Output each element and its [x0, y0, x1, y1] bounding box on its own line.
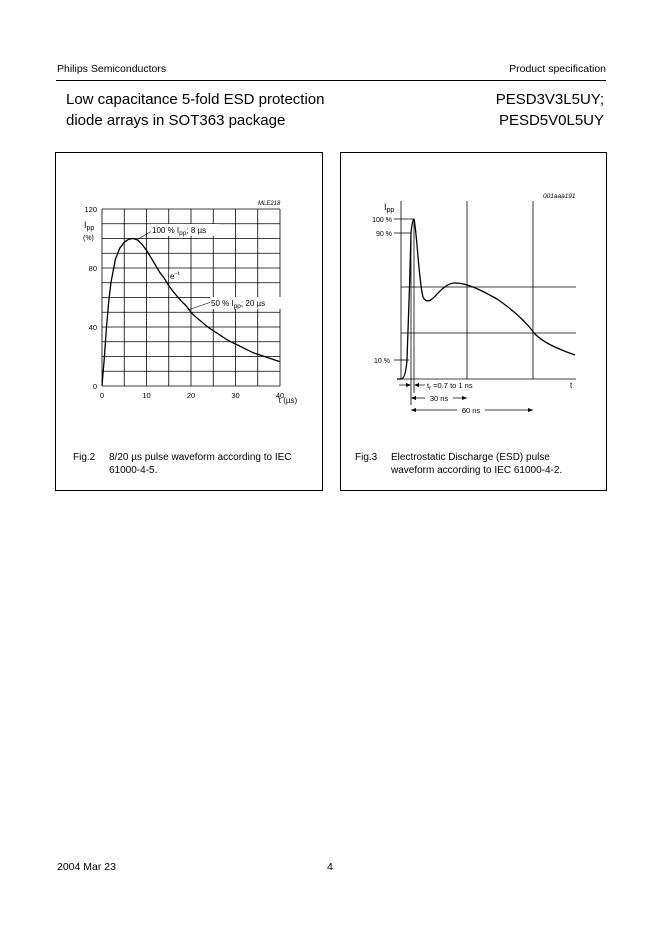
fig3-30ns-label: 30 ns	[429, 394, 449, 403]
fig3-diagram	[341, 153, 608, 492]
fig2-half-label: 50 % $I_{pp}$; 20 µs	[211, 299, 266, 310]
fig3-ylabel: $I_{pp}$	[384, 202, 395, 214]
fig2-label: Fig.2	[73, 452, 96, 463]
fig2-xtick-label: 0	[99, 391, 105, 400]
fig3-level-10: 10 %	[374, 358, 390, 365]
fig3-grid	[394, 201, 576, 405]
fig2-xlabel: t (µs)	[278, 396, 298, 405]
fig2-code: MLE218	[258, 201, 281, 207]
part-numbers	[496, 89, 604, 131]
header-doc-type: Product specification	[509, 63, 606, 75]
fig3-30ns-arrow-right	[462, 396, 467, 400]
fig3-60ns-arrow-right	[528, 408, 533, 412]
fig3-level-100: 100 %	[372, 217, 392, 224]
fig2-yticks	[84, 205, 97, 391]
fig2-xtick-label: 20	[186, 391, 196, 400]
fig2-ytick-label: 40	[88, 323, 97, 332]
footer-page-number: 4	[327, 861, 333, 873]
title-line-2: diode arrays in SOT363 package	[66, 112, 286, 129]
header-company: Philips Semiconductors	[57, 63, 167, 75]
fig3-code: 001aaa191	[543, 193, 576, 200]
fig2-xtick-label: 10	[142, 391, 151, 400]
part-number-1: PESD3V3L5UY;	[495, 91, 604, 108]
fig2-caption-text: 8/20 µs pulse waveform according to IEC 61000-4-5.	[109, 452, 292, 476]
fig2-ytick-label: 0	[92, 382, 97, 391]
fig3-rise-arrow-right	[406, 383, 411, 387]
fig3-xlabel: t	[570, 381, 573, 390]
fig2-ylabel-unit: (%)	[83, 235, 94, 242]
fig3-label: Fig.3	[355, 452, 378, 463]
fig3-level-90: 90 %	[376, 231, 392, 238]
fig2-peak-label: 100 % $I_{pp}$; 8 µs	[152, 226, 207, 237]
fig2-chart	[56, 153, 324, 492]
figure-2	[55, 152, 323, 491]
footer-date: 2004 Mar 23	[57, 861, 116, 873]
fig2-ylabel: $I_{pp}$	[84, 220, 95, 232]
fig3-30ns-arrow-left	[411, 396, 416, 400]
fig2-xtick-label: 30	[231, 391, 240, 400]
fig3-60ns-arrow-left	[411, 408, 416, 412]
figure-3	[340, 152, 607, 491]
header-rule	[56, 80, 606, 81]
fig2-xtick-label: 40	[275, 391, 285, 400]
title-line-1: Low capacitance 5-fold ESD protection	[66, 91, 325, 108]
fig3-60ns-label: 60 ns	[461, 406, 481, 415]
document-title	[66, 89, 324, 131]
part-number-2: PESD5V0L5UY	[498, 112, 604, 129]
fig3-rise-time-label: $t_r =0.7$ to 1 ns	[427, 381, 473, 392]
fig2-half-leader	[188, 302, 211, 310]
fig2-exp-label: $e^{-t}$	[170, 271, 180, 281]
fig3-esd-waveform	[397, 219, 575, 379]
fig2-ytick-label: 80	[88, 264, 97, 273]
fig3-caption-text: Electrostatic Discharge (ESD) pulse waveform according to IEC 61000-4-2.	[391, 452, 563, 476]
fig2-ytick-label: 120	[84, 205, 97, 214]
fig2-peak-leader	[138, 231, 152, 239]
fig3-rise-arrow-left	[414, 383, 419, 387]
fig2-xticks	[100, 391, 284, 400]
